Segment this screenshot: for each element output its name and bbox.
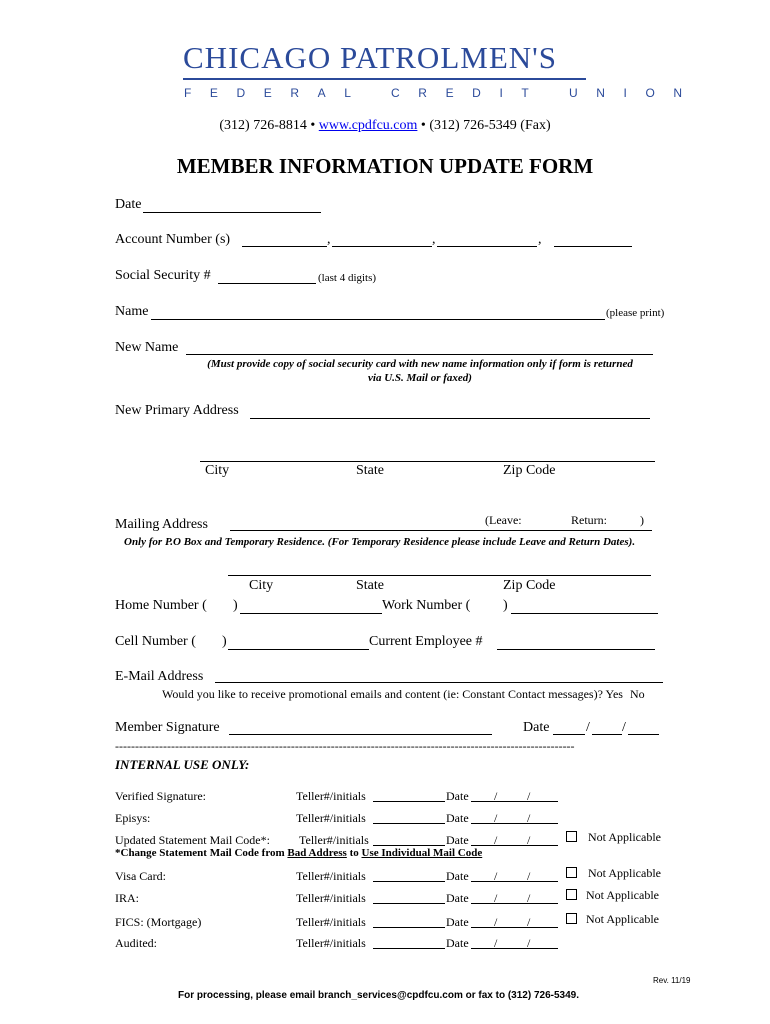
website-link[interactable]: www.cpdfcu.com xyxy=(318,118,418,133)
fics-mortgage-label: FICS: (Mortgage) xyxy=(115,915,202,929)
mailing-address-note: Only for P.O Box and Temporary Residence. (For Temporary Residence please include Leave and Return Dates). xyxy=(124,536,636,548)
date-field[interactable] xyxy=(471,948,558,949)
city-label: City xyxy=(249,578,274,593)
logo-rule xyxy=(183,78,586,80)
date-field[interactable] xyxy=(471,845,558,846)
not-applicable-label: Not Applicable xyxy=(588,866,661,880)
not-applicable-checkbox[interactable] xyxy=(566,867,577,878)
cell-close-paren: ) xyxy=(222,634,227,649)
slash: / xyxy=(527,833,531,847)
new-primary-address-field[interactable] xyxy=(250,418,650,419)
new-name-note: (Must provide copy of social security card with new name information only if form is returned xyxy=(207,358,633,370)
date-label: Date xyxy=(446,936,469,950)
slash: / xyxy=(527,789,531,803)
teller-initials-field[interactable] xyxy=(373,801,445,802)
state-label: State xyxy=(356,463,384,478)
date-field[interactable] xyxy=(471,823,558,824)
revision-label: Rev. 11/19 xyxy=(653,976,691,985)
date-label: Date xyxy=(446,891,469,905)
org-logo-subtitle: FEDERAL CREDIT UNION xyxy=(184,86,701,100)
home-close-paren: ) xyxy=(233,598,238,613)
not-applicable-label: Not Applicable xyxy=(586,912,659,926)
not-applicable-checkbox[interactable] xyxy=(566,913,577,924)
comma: , xyxy=(538,232,542,247)
work-close-paren: ) xyxy=(503,598,508,613)
slash: / xyxy=(494,936,498,950)
account-number-field-2[interactable] xyxy=(332,246,432,247)
teller-initials-label: Teller#/initials xyxy=(296,915,366,929)
work-number-label: Work Number ( xyxy=(382,598,471,613)
not-applicable-label: Not Applicable xyxy=(588,830,661,844)
name-label: Name xyxy=(115,304,149,319)
teller-initials-field[interactable] xyxy=(373,823,445,824)
name-field[interactable] xyxy=(151,319,605,320)
date-label: Date xyxy=(446,811,469,825)
phone-number: (312) 726-8814 xyxy=(219,118,307,133)
visa-card-label: Visa Card: xyxy=(115,869,166,883)
change-note-prefix: *Change Statement Mail Code from xyxy=(115,847,285,859)
teller-initials-label: Teller#/initials xyxy=(296,891,366,905)
teller-initials-label: Teller#/initials xyxy=(299,833,369,847)
member-signature-label: Member Signature xyxy=(115,720,220,735)
signature-date-year[interactable] xyxy=(628,734,659,735)
date-field[interactable] xyxy=(471,881,558,882)
promo-yes-option[interactable]: Yes xyxy=(605,687,623,701)
bullet-separator: • xyxy=(310,118,316,133)
slash: / xyxy=(527,936,531,950)
new-primary-address-label: New Primary Address xyxy=(115,403,239,418)
slash: / xyxy=(494,789,498,803)
please-print-hint: (please print) xyxy=(606,307,665,319)
episys-label: Episys: xyxy=(115,811,151,825)
mailing-address-field[interactable] xyxy=(230,530,652,531)
not-applicable-label: Not Applicable xyxy=(586,888,659,902)
internal-use-heading: INTERNAL USE ONLY: xyxy=(115,757,250,772)
cell-number-label: Cell Number ( xyxy=(115,634,196,649)
teller-initials-field[interactable] xyxy=(373,927,445,928)
signature-date-label: Date xyxy=(523,720,550,735)
member-signature-field[interactable] xyxy=(229,734,492,735)
mailing-address-label: Mailing Address xyxy=(115,517,208,532)
date-label: Date xyxy=(446,915,469,929)
form-title: MEMBER INFORMATION UPDATE FORM xyxy=(176,154,594,178)
change-note-to-word: to xyxy=(349,847,359,859)
new-name-note-2: via U.S. Mail or faxed) xyxy=(368,372,472,384)
home-number-field[interactable] xyxy=(240,613,382,614)
teller-initials-label: Teller#/initials xyxy=(296,936,366,950)
comma: , xyxy=(432,232,436,247)
change-note-from: Bad Address xyxy=(287,847,347,859)
teller-initials-field[interactable] xyxy=(373,881,445,882)
change-mail-code-note xyxy=(115,847,482,859)
promo-question xyxy=(162,687,645,702)
slash: / xyxy=(494,811,498,825)
slash: / xyxy=(494,833,498,847)
work-number-field[interactable] xyxy=(511,613,658,614)
signature-date-day[interactable] xyxy=(592,734,622,735)
updated-statement-mail-code-label: Updated Statement Mail Code*: xyxy=(115,833,270,847)
slash: / xyxy=(494,891,498,905)
slash: / xyxy=(527,811,531,825)
contact-line xyxy=(0,118,770,134)
zip-code-label: Zip Code xyxy=(503,463,556,478)
email-label: E-Mail Address xyxy=(115,669,204,684)
social-security-field[interactable] xyxy=(218,283,316,284)
ira-label: IRA: xyxy=(115,891,139,905)
processing-note: For processing, please email branch_services@cpdfcu.com or fax to (312) 726-5349. xyxy=(177,990,580,1001)
teller-initials-field[interactable] xyxy=(373,948,445,949)
fax-number: (312) 726-5349 (Fax) xyxy=(429,118,551,133)
teller-initials-label: Teller#/initials xyxy=(296,811,366,825)
email-field[interactable] xyxy=(215,682,663,683)
mailing-address-line-2[interactable] xyxy=(228,575,651,576)
change-note-to: Use Individual Mail Code xyxy=(361,847,483,859)
separator-line: ------------------------------------------------------------------------------------------------------------------- xyxy=(115,739,575,753)
slash: / xyxy=(586,720,590,735)
slash: / xyxy=(494,869,498,883)
audited-label: Audited: xyxy=(115,936,157,950)
account-number-field-3[interactable] xyxy=(437,246,537,247)
signature-date-month[interactable] xyxy=(553,734,585,735)
promo-no-option[interactable]: No xyxy=(629,687,645,701)
date-label: Date xyxy=(446,833,469,847)
teller-initials-field[interactable] xyxy=(373,903,445,904)
slash: / xyxy=(622,720,626,735)
verified-signature-label: Verified Signature: xyxy=(115,789,206,803)
new-primary-address-line-2[interactable] xyxy=(200,461,655,462)
slash: / xyxy=(527,869,531,883)
current-employee-label: Current Employee # xyxy=(369,634,483,649)
return-label: Return: xyxy=(571,513,607,527)
date-field[interactable] xyxy=(471,927,558,928)
date-label: Date xyxy=(446,869,469,883)
slash: / xyxy=(527,915,531,929)
promo-question-text: Would you like to receive promotional emails and content (ie: Constant Contact messages)? xyxy=(162,687,603,701)
new-name-label: New Name xyxy=(115,340,179,355)
date-field[interactable] xyxy=(471,903,558,904)
social-security-label: Social Security # xyxy=(115,268,211,283)
account-number-label: Account Number (s) xyxy=(115,232,231,247)
date-field[interactable] xyxy=(143,212,321,213)
account-number-field-1[interactable] xyxy=(242,246,327,247)
teller-initials-field[interactable] xyxy=(373,845,445,846)
cell-number-field[interactable] xyxy=(228,649,369,650)
date-field[interactable] xyxy=(471,801,558,802)
zip-code-label: Zip Code xyxy=(503,578,556,593)
close-paren: ) xyxy=(640,513,644,527)
current-employee-field[interactable] xyxy=(497,649,655,650)
teller-initials-label: Teller#/initials xyxy=(296,869,366,883)
slash: / xyxy=(527,891,531,905)
date-label: Date xyxy=(115,197,142,212)
last4-hint: (last 4 digits) xyxy=(318,272,377,284)
city-label: City xyxy=(205,463,230,478)
state-label: State xyxy=(356,578,384,593)
comma: , xyxy=(327,232,331,247)
slash: / xyxy=(494,915,498,929)
org-logo-name: CHICAGO PATROLMEN'S xyxy=(183,40,557,75)
not-applicable-checkbox[interactable] xyxy=(566,889,577,900)
new-name-field[interactable] xyxy=(186,354,653,355)
teller-initials-label: Teller#/initials xyxy=(296,789,366,803)
home-number-label: Home Number ( xyxy=(115,598,207,613)
account-number-field-4[interactable] xyxy=(554,246,632,247)
leave-label: (Leave: xyxy=(485,513,522,527)
bullet-separator: • xyxy=(420,118,426,133)
date-label: Date xyxy=(446,789,469,803)
not-applicable-checkbox[interactable] xyxy=(566,831,577,842)
